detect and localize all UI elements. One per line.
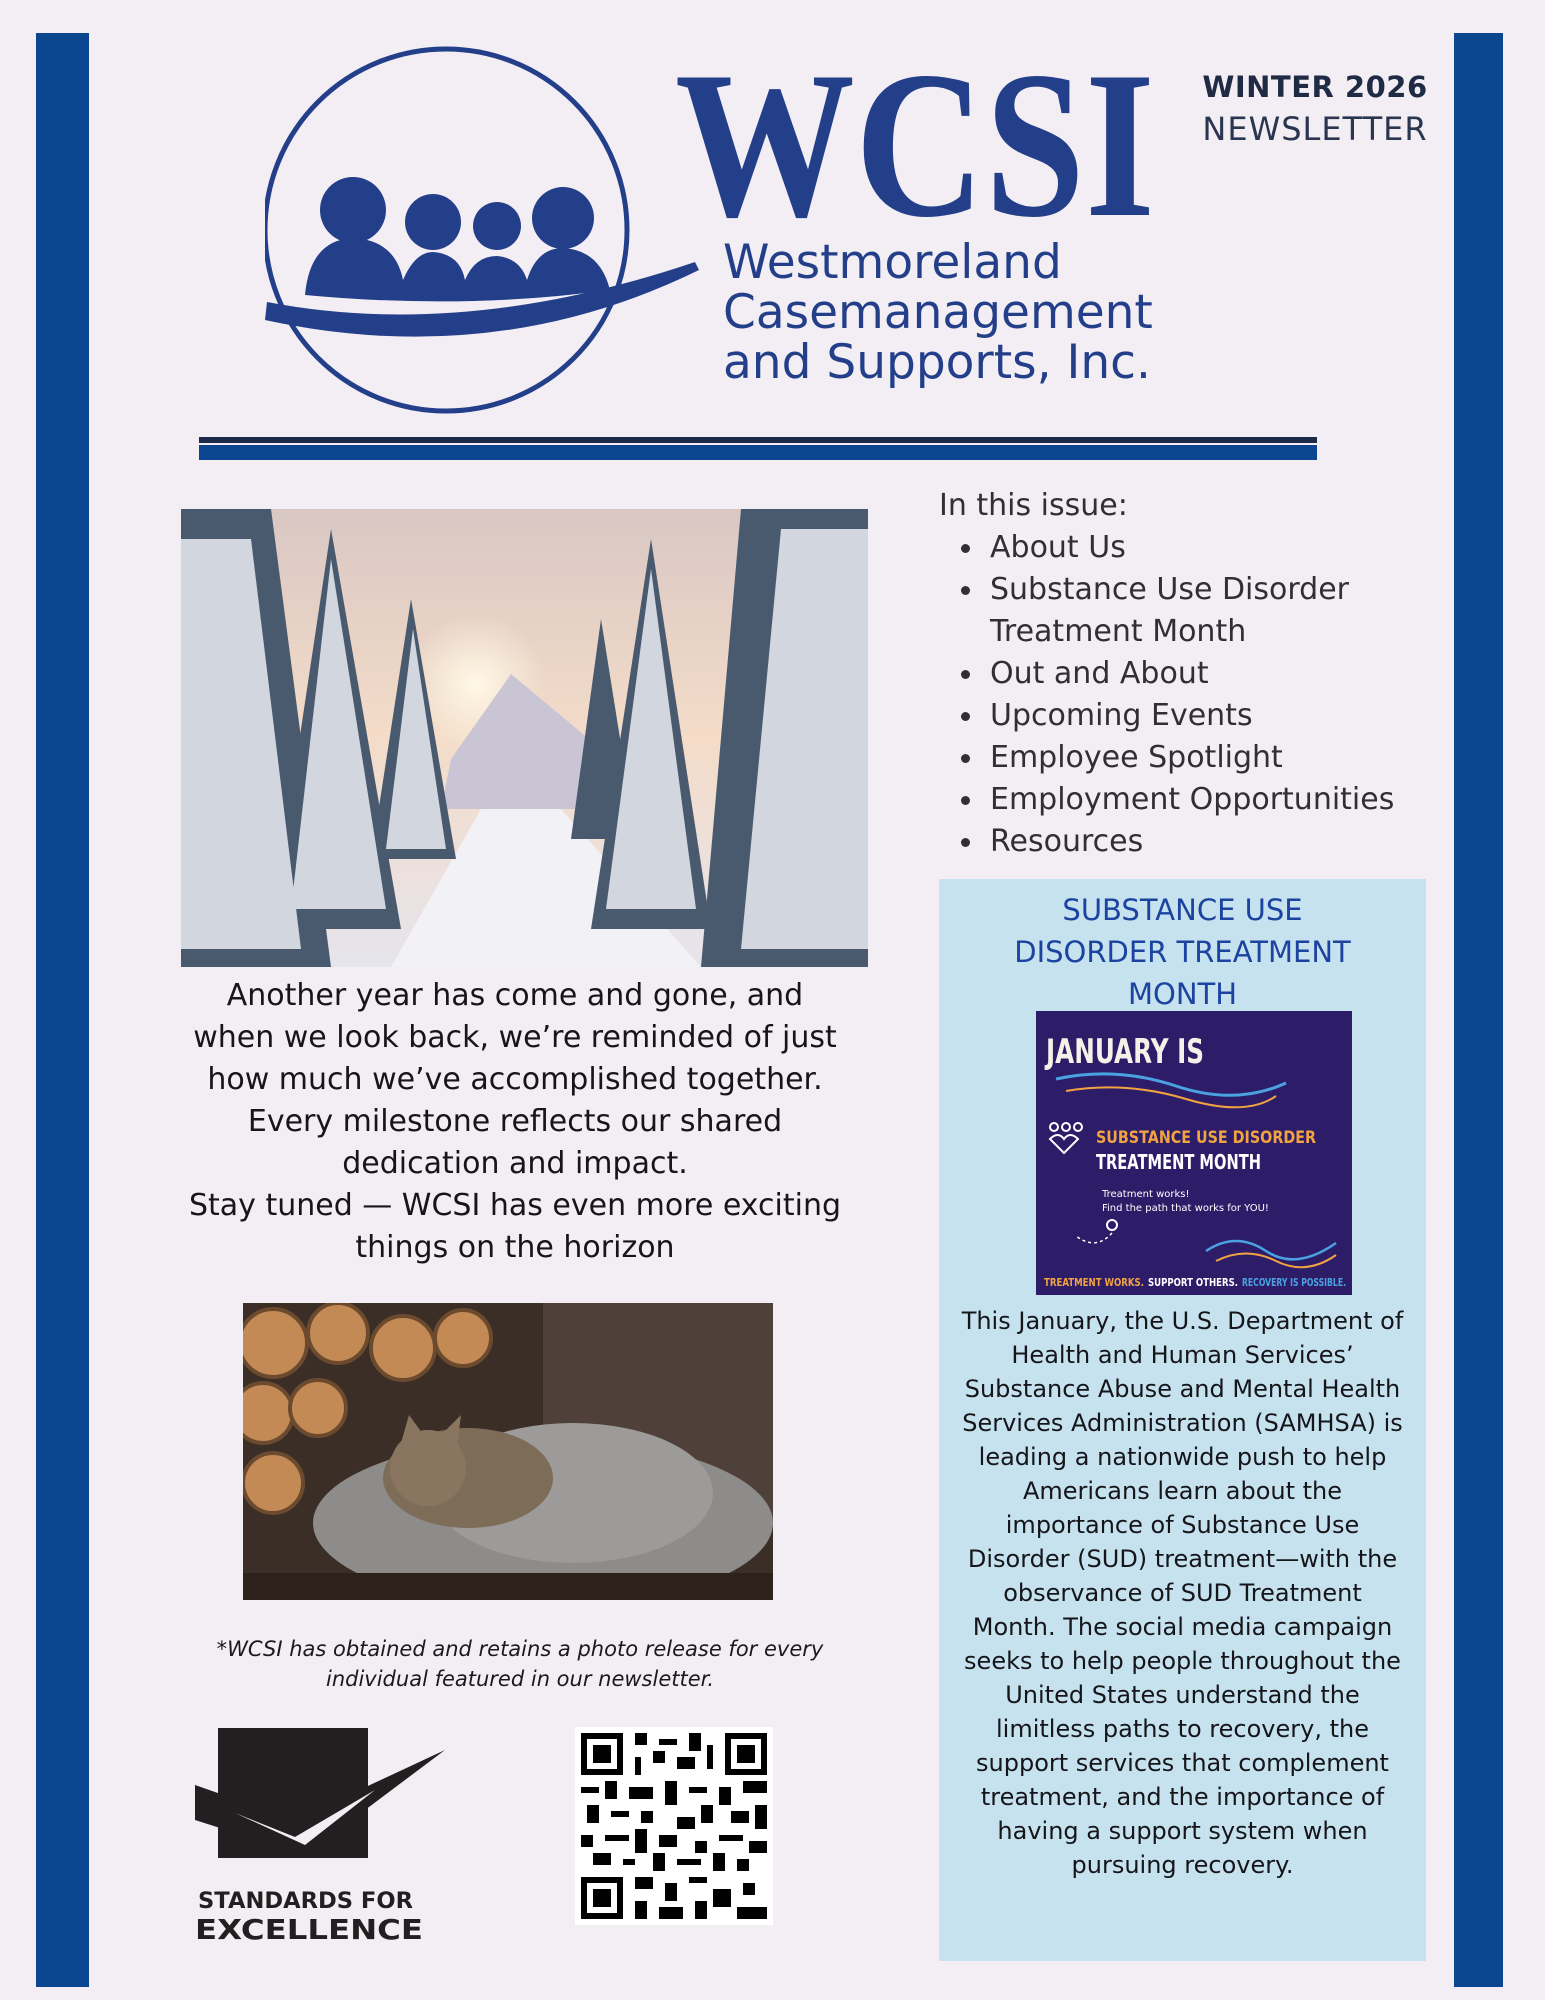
poster-headline: JANUARY IS (1044, 1032, 1204, 1072)
qr-code-icon[interactable] (575, 1727, 773, 1925)
winter-forest-photo (181, 509, 868, 967)
toc-item-employment[interactable]: Employment Opportunities (990, 779, 1439, 821)
poster-footer3: RECOVERY IS POSSIBLE. (1242, 1276, 1346, 1289)
intro-text-2: Stay tuned — WCSI has even more exciting things on the horizon (188, 1188, 842, 1265)
intro-text: Another year has come and gone, and when we look back, we’re reminded of just how much we’ve accomplished together. Every milestone reflects our shared dedication and impact. (193, 978, 837, 1181)
header-divider-accent (199, 445, 1317, 460)
toc-item-upcoming-events[interactable]: Upcoming Events (990, 695, 1439, 737)
issue-type: NEWSLETTER (1202, 110, 1428, 148)
toc-item-out-and-about[interactable]: Out and About (990, 653, 1439, 695)
toc-list (939, 527, 1439, 863)
poster-line1: SUBSTANCE USE DISORDER (1096, 1128, 1316, 1148)
org-acronym: WCSI (675, 40, 1155, 261)
poster-sub1: Treatment works! (1102, 1189, 1190, 1200)
cat-sleeping-photo (243, 1303, 773, 1600)
org-name-line3: and Supports, Inc. (723, 335, 1151, 390)
sud-treatment-panel (939, 879, 1426, 1961)
left-border-bar (36, 33, 89, 1987)
badge-line2: EXCELLENCE (195, 1913, 423, 1946)
sud-month-poster (1036, 1011, 1352, 1295)
toc-item-sud-month[interactable]: Substance Use Disorder Treatment Month (990, 569, 1439, 653)
poster-line2: TREATMENT MONTH (1096, 1150, 1261, 1174)
org-name-line1: Westmoreland (723, 235, 1062, 290)
standards-for-excellence-check-icon (195, 1725, 455, 1950)
header-divider (199, 437, 1317, 443)
right-border-bar (1454, 33, 1503, 1987)
sud-body-text: This January, the U.S. Department of Health and Human Services’ Substance Abuse and Mental Health Services Administration (SAMHSA) is leading a nationwide push to help Americans learn about the importance of Substance Use Disorder (SUD) treatment—with the observance of SUD Treatment Month. The social media campaign seeks to help people throughout the United States understand the limitless paths to recovery, the support services that complement treatment, and the importance of having a support system when pursuing recovery. (961, 1307, 1404, 1879)
intro-message (185, 975, 845, 1269)
toc-title: In this issue: (939, 488, 1128, 523)
photo-release-note: *WCSI has obtained and retains a photo release for every individual featured in our newsletter. (216, 1637, 824, 1691)
badge-line1: STANDARDS FOR (198, 1889, 414, 1914)
sud-title: SUBSTANCE USE DISORDER TREATMENT MONTH (1014, 893, 1351, 1011)
issue-label (1185, 70, 1445, 148)
poster-sub2: Find the path that works for YOU! (1102, 1203, 1269, 1214)
poster-footer2: SUPPORT OTHERS. (1148, 1276, 1238, 1289)
toc-item-about-us[interactable]: About Us (990, 527, 1439, 569)
toc-item-resources[interactable]: Resources (990, 821, 1439, 863)
table-of-contents (939, 485, 1439, 863)
wcsi-logo-icon (265, 40, 1165, 420)
issue-season: WINTER 2026 (1202, 70, 1428, 104)
org-name-line2: Casemanagement (723, 285, 1153, 340)
poster-footer1: TREATMENT WORKS. (1044, 1276, 1144, 1289)
toc-item-employee-spotlight[interactable]: Employee Spotlight (990, 737, 1439, 779)
